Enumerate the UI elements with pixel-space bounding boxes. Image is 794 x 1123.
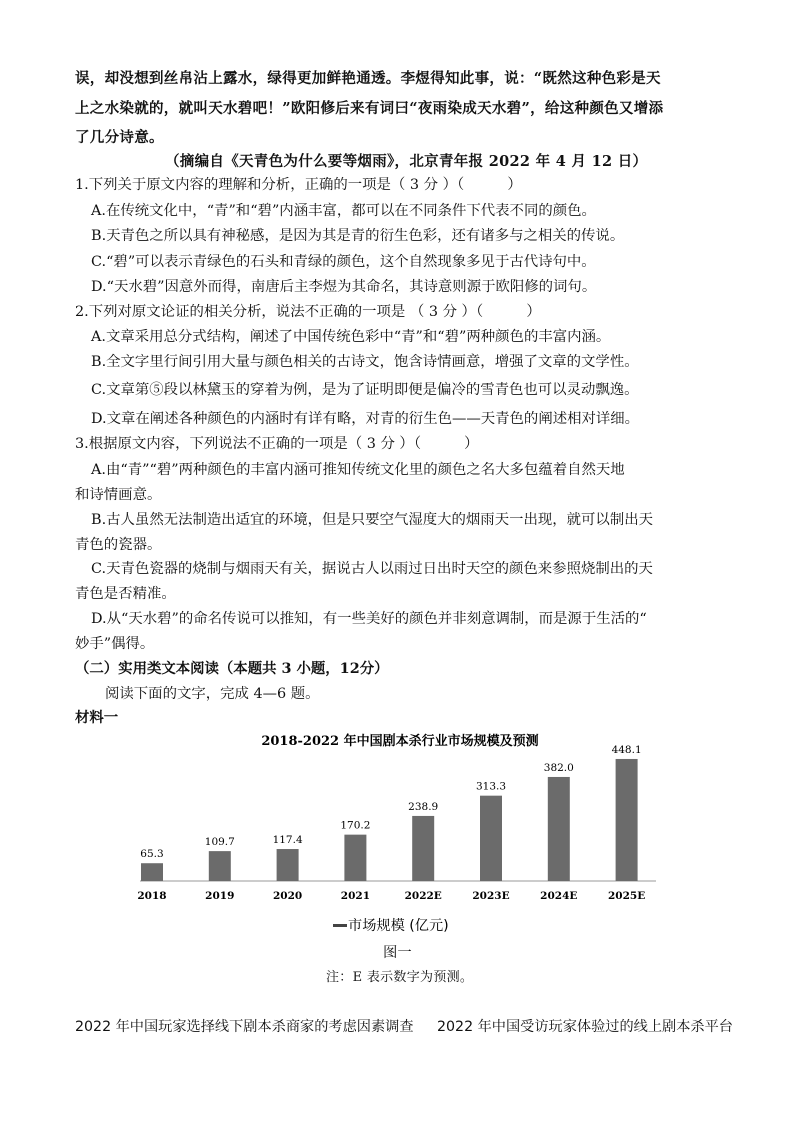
question-option: A.由“青”“碧”两种颜色的丰富内涵可推知传统文化里的颜色之名大多包蕴着自然天地 — [91, 462, 625, 478]
x-tick-label: 2022E — [404, 890, 442, 902]
bar-value-label: 109.7 — [204, 836, 235, 849]
bar-2022E — [412, 816, 434, 881]
question-option: B.古人虽然无法制造出适宜的环境，但是只要空气湿度大的烟雨天一出现，就可以制出天 — [91, 512, 653, 528]
question-option-cont: 和诗情画意。 — [75, 487, 162, 503]
material-label: 材料一 — [75, 709, 119, 726]
question-stem: 2.下列对原文论证的相关分析，说法不正确的一项是 （ 3 分 ）（ ） — [75, 304, 541, 320]
chart-title: 2018-2022 年中国剧本杀行业市场规模及预测 — [261, 734, 539, 749]
question-option: D.“天水碧”因意外而得，南唐后主李煜为其命名，其诗意则源于欧阳修的词句。 — [91, 279, 597, 295]
bar-value-label: 117.4 — [272, 834, 303, 847]
passage-line: 了几分诗意。 — [75, 129, 164, 146]
x-tick-label: 2024E — [540, 890, 578, 902]
bar-2018 — [141, 863, 163, 881]
bar-value-label: 65.3 — [140, 848, 164, 861]
bar-2025E — [616, 759, 638, 881]
x-tick-label: 2025E — [607, 890, 646, 902]
bar-value-label: 313.3 — [475, 780, 507, 793]
question-option: C.文章第⑤段以林黛玉的穿着为例，是为了证明即便是偏冷的雪青色也可以灵动飘逸。 — [91, 382, 639, 398]
bar-value-label: 238.9 — [408, 800, 439, 813]
question-option-cont: 青色是否精准。 — [75, 586, 176, 602]
bar-value-label: 170.2 — [340, 819, 371, 832]
bar-value-label: 448.1 — [611, 743, 642, 756]
question-option: D.文章在阐述各种颜色的内涵时有详有略，对青的衍生色——天青色的阐述相对详细。 — [91, 411, 640, 427]
passage-line: 误，却没想到丝帛沾上露水，绿得更加鲜艳通透。李煜得知此事，说：“既然这种色彩是天 — [75, 70, 661, 87]
question-option-cont: 妙手”偶得。 — [75, 636, 155, 652]
figure-label: 图一 — [383, 945, 412, 961]
question-stem: 3.根据原文内容，下列说法不正确的一项是（ 3 分 ）（ ） — [75, 436, 479, 452]
x-tick-label: 2019 — [205, 890, 235, 902]
legend-swatch — [333, 924, 347, 927]
question-option: C.天青色瓷器的烧制与烟雨天有关，据说古人以雨过日出时天空的颜色来参照烧制出的天 — [91, 561, 653, 577]
x-tick-label: 2021 — [340, 890, 371, 902]
passage-line: 上之水染就的，就叫天水碧吧！”欧阳修后来有词曰“夜雨染成天水碧”，给这种颜色又增添 — [75, 100, 664, 117]
bar-2019 — [209, 851, 231, 881]
bar-2020 — [277, 849, 299, 881]
question-option: D.从“天水碧”的命名传说可以推知，有一些美好的颜色并非刻意调制，而是源于生活的“ — [91, 611, 647, 627]
question-option-cont: 青色的瓷器。 — [75, 537, 162, 553]
question-stem: 1.下列关于原文内容的理解和分析，正确的一项是（ 3 分 ）（ ） — [75, 177, 522, 193]
question-option: A.文章采用总分式结构，阐述了中国传统色彩中“青”和“碧”两种颜色的丰富内涵。 — [91, 329, 611, 345]
bar-2024E — [548, 777, 570, 881]
footer-caption-right: 2022 年中国受访玩家体验过的线上剧本杀平台 — [437, 1019, 733, 1035]
x-tick-label: 2020 — [272, 890, 303, 902]
passage-source: （摘编自《天青色为什么要等烟雨》，北京青年报 2022 年 4 月 12 日） — [165, 153, 648, 170]
market-size-bar-chart — [0, 725, 794, 965]
footer-caption-left: 2022 年中国玩家选择线下剧本杀商家的考虑因素调查 — [75, 1019, 414, 1035]
bar-value-label: 382.0 — [543, 761, 574, 774]
question-option: C.“碧”可以表示青绿色的石头和青绿的颜色，这个自然现象多见于古代诗句中。 — [91, 254, 596, 270]
legend-label: 市场规模 (亿元) — [348, 918, 449, 934]
x-tick-label: 2023E — [472, 890, 510, 902]
question-option: A.在传统文化中，“青”和“碧”内涵丰富，都可以在不同条件下代表不同的颜色。 — [91, 203, 596, 219]
chart-note: 注：E 表示数字为预测。 — [326, 970, 474, 985]
section-instruction: 阅读下面的文字，完成 4—6 题。 — [105, 686, 320, 702]
bar-2021 — [344, 835, 366, 881]
question-option: B.全文字里行间引用大量与颜色相关的古诗文，饱含诗情画意，增强了文章的文学性。 — [91, 354, 639, 370]
section-heading: （二）实用类文本阅读（本题共 3 小题，12分） — [75, 660, 389, 677]
question-option: B.天青色之所以具有神秘感，是因为其是青的衍生色彩，还有诸多与之相关的传说。 — [91, 228, 625, 244]
x-tick-label: 2018 — [137, 890, 167, 902]
bar-2023E — [480, 796, 502, 881]
